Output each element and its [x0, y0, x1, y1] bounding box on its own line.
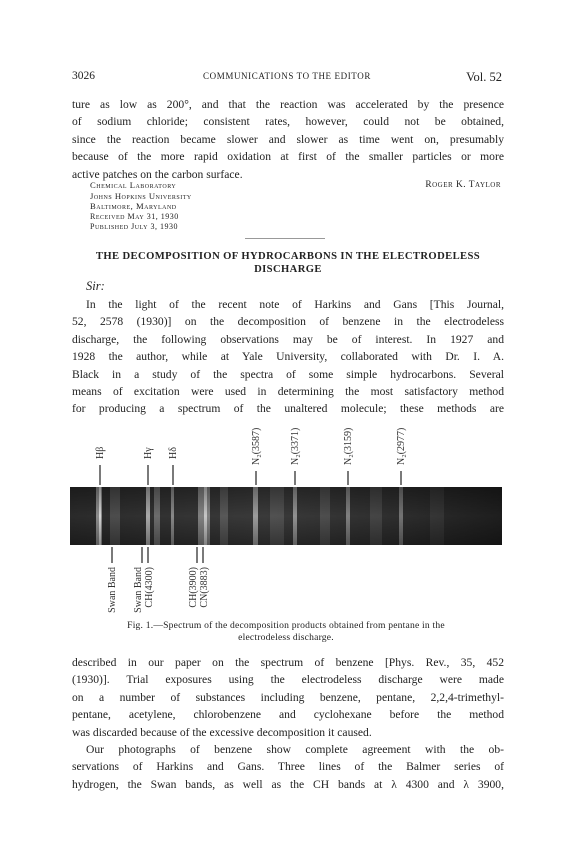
published-date: Published July 3, 1930 [90, 222, 178, 231]
salutation: Sir: [86, 279, 105, 293]
spectrum-figure [70, 395, 502, 615]
address-line: Baltimore, Maryland [90, 201, 177, 211]
text-line: described in our paper on the spectrum of benzene [Phys. Rev., 35, 452 [72, 656, 504, 669]
label-h-gamma: Hγ [143, 447, 154, 459]
label-swan-band: Swan Band [107, 567, 118, 613]
article-title [72, 250, 504, 276]
label-n2-3587: N₂(3587) [251, 427, 262, 465]
page-number: 3026 [72, 70, 95, 82]
author-name: Roger K. Taylor [425, 180, 501, 190]
label-ch-4300: CH(4300) [144, 567, 155, 608]
address-line: Chemical Laboratory [90, 180, 177, 190]
text-line: Black in a study of the spectra of some simple hydrocarbons. Several [72, 367, 504, 381]
text-line: since the reaction became slower and slower as time went on, presumably [72, 132, 504, 146]
section-divider [245, 238, 325, 239]
text-line: for producing a spectrum of the unaltered molecule; these methods are [72, 402, 504, 416]
body-paragraph [72, 741, 504, 793]
text-line: of sodium chloride; consistent rates, however, could not be obtained, [72, 115, 504, 129]
volume-label: Vol. 52 [466, 70, 502, 84]
text-line: pentane, acetylene, chlorobenzene and cyclohexane before the method [72, 708, 504, 722]
title-line: DISCHARGE [254, 264, 322, 275]
caption-line: Fig. 1.—Spectrum of the decomposition products obtained from pentane in the [127, 620, 445, 631]
label-cn-3883: CN(3883) [199, 567, 210, 608]
body-paragraph [72, 654, 504, 741]
label-h-delta: Hδ [168, 447, 179, 459]
text-line: means of excitation were used in determining the most satisfactory method [72, 385, 504, 399]
label-swan-band: Swan Band [133, 567, 144, 613]
text-line: because of the more rapid oxidation at first of the smaller particles or more [72, 150, 504, 164]
label-n2-3371: N₂(3371) [290, 427, 301, 465]
top-line-labels [95, 428, 407, 465]
text-line: 1928 the author, while at Yale University, collaborated with Dr. I. A. [72, 350, 504, 364]
title-line: THE DECOMPOSITION OF HYDROCARBONS IN THE ELECTRODELESS [95, 251, 481, 262]
spectrum-plate [70, 487, 502, 545]
text-line: hydrogen, the Swan bands, as well as the CH bands at λ 4300 and λ 3900, [72, 777, 504, 791]
text-line: 52, 2578 (1930)] on the decomposition of benzene in the electrodeless [72, 315, 504, 329]
label-ch-3900: CH(3900) [188, 567, 199, 608]
label-n2-3159: N₂(3159) [343, 427, 354, 465]
text-line: In the light of the recent note of Harkins and Gans [This Journal, [86, 298, 504, 311]
text-line: active patches on the carbon surface. [72, 167, 243, 181]
text-line: (1930)]. Trial exposures using the electrodeless discharge were made [72, 673, 504, 687]
running-title: COMMUNICATIONS TO THE EDITOR [203, 71, 371, 81]
bottom-band-labels [107, 567, 210, 613]
text-line: ture as low as 200°, and that the reaction was accelerated by the presence [72, 98, 504, 111]
running-header [72, 70, 502, 86]
continuation-paragraph [72, 96, 504, 183]
text-line: Our photographs of benzene show complete agreement with the ob- [86, 743, 504, 756]
text-line: discharge, the following observations may be of interest. In 1927 and [72, 332, 504, 346]
top-leaders [100, 465, 401, 485]
received-date: Received May 31, 1930 [90, 211, 179, 221]
address-line: Johns Hopkins University [90, 190, 192, 201]
affiliation-block [90, 180, 192, 233]
text-line: on a number of substances including benzene, pentane, 2,2,4-trimethyl- [72, 690, 504, 704]
bottom-leaders [112, 547, 203, 563]
figure-caption [90, 620, 482, 644]
caption-line: electrodeless discharge. [238, 632, 334, 644]
label-n2-2977: N₂(2977) [396, 427, 407, 465]
text-line: was discarded because of the excessive decomposition it caused. [72, 725, 372, 739]
text-line: servations of Harkins and Gans. Three lines of the Balmer series of [72, 760, 504, 774]
label-h-beta: Hβ [95, 446, 106, 459]
